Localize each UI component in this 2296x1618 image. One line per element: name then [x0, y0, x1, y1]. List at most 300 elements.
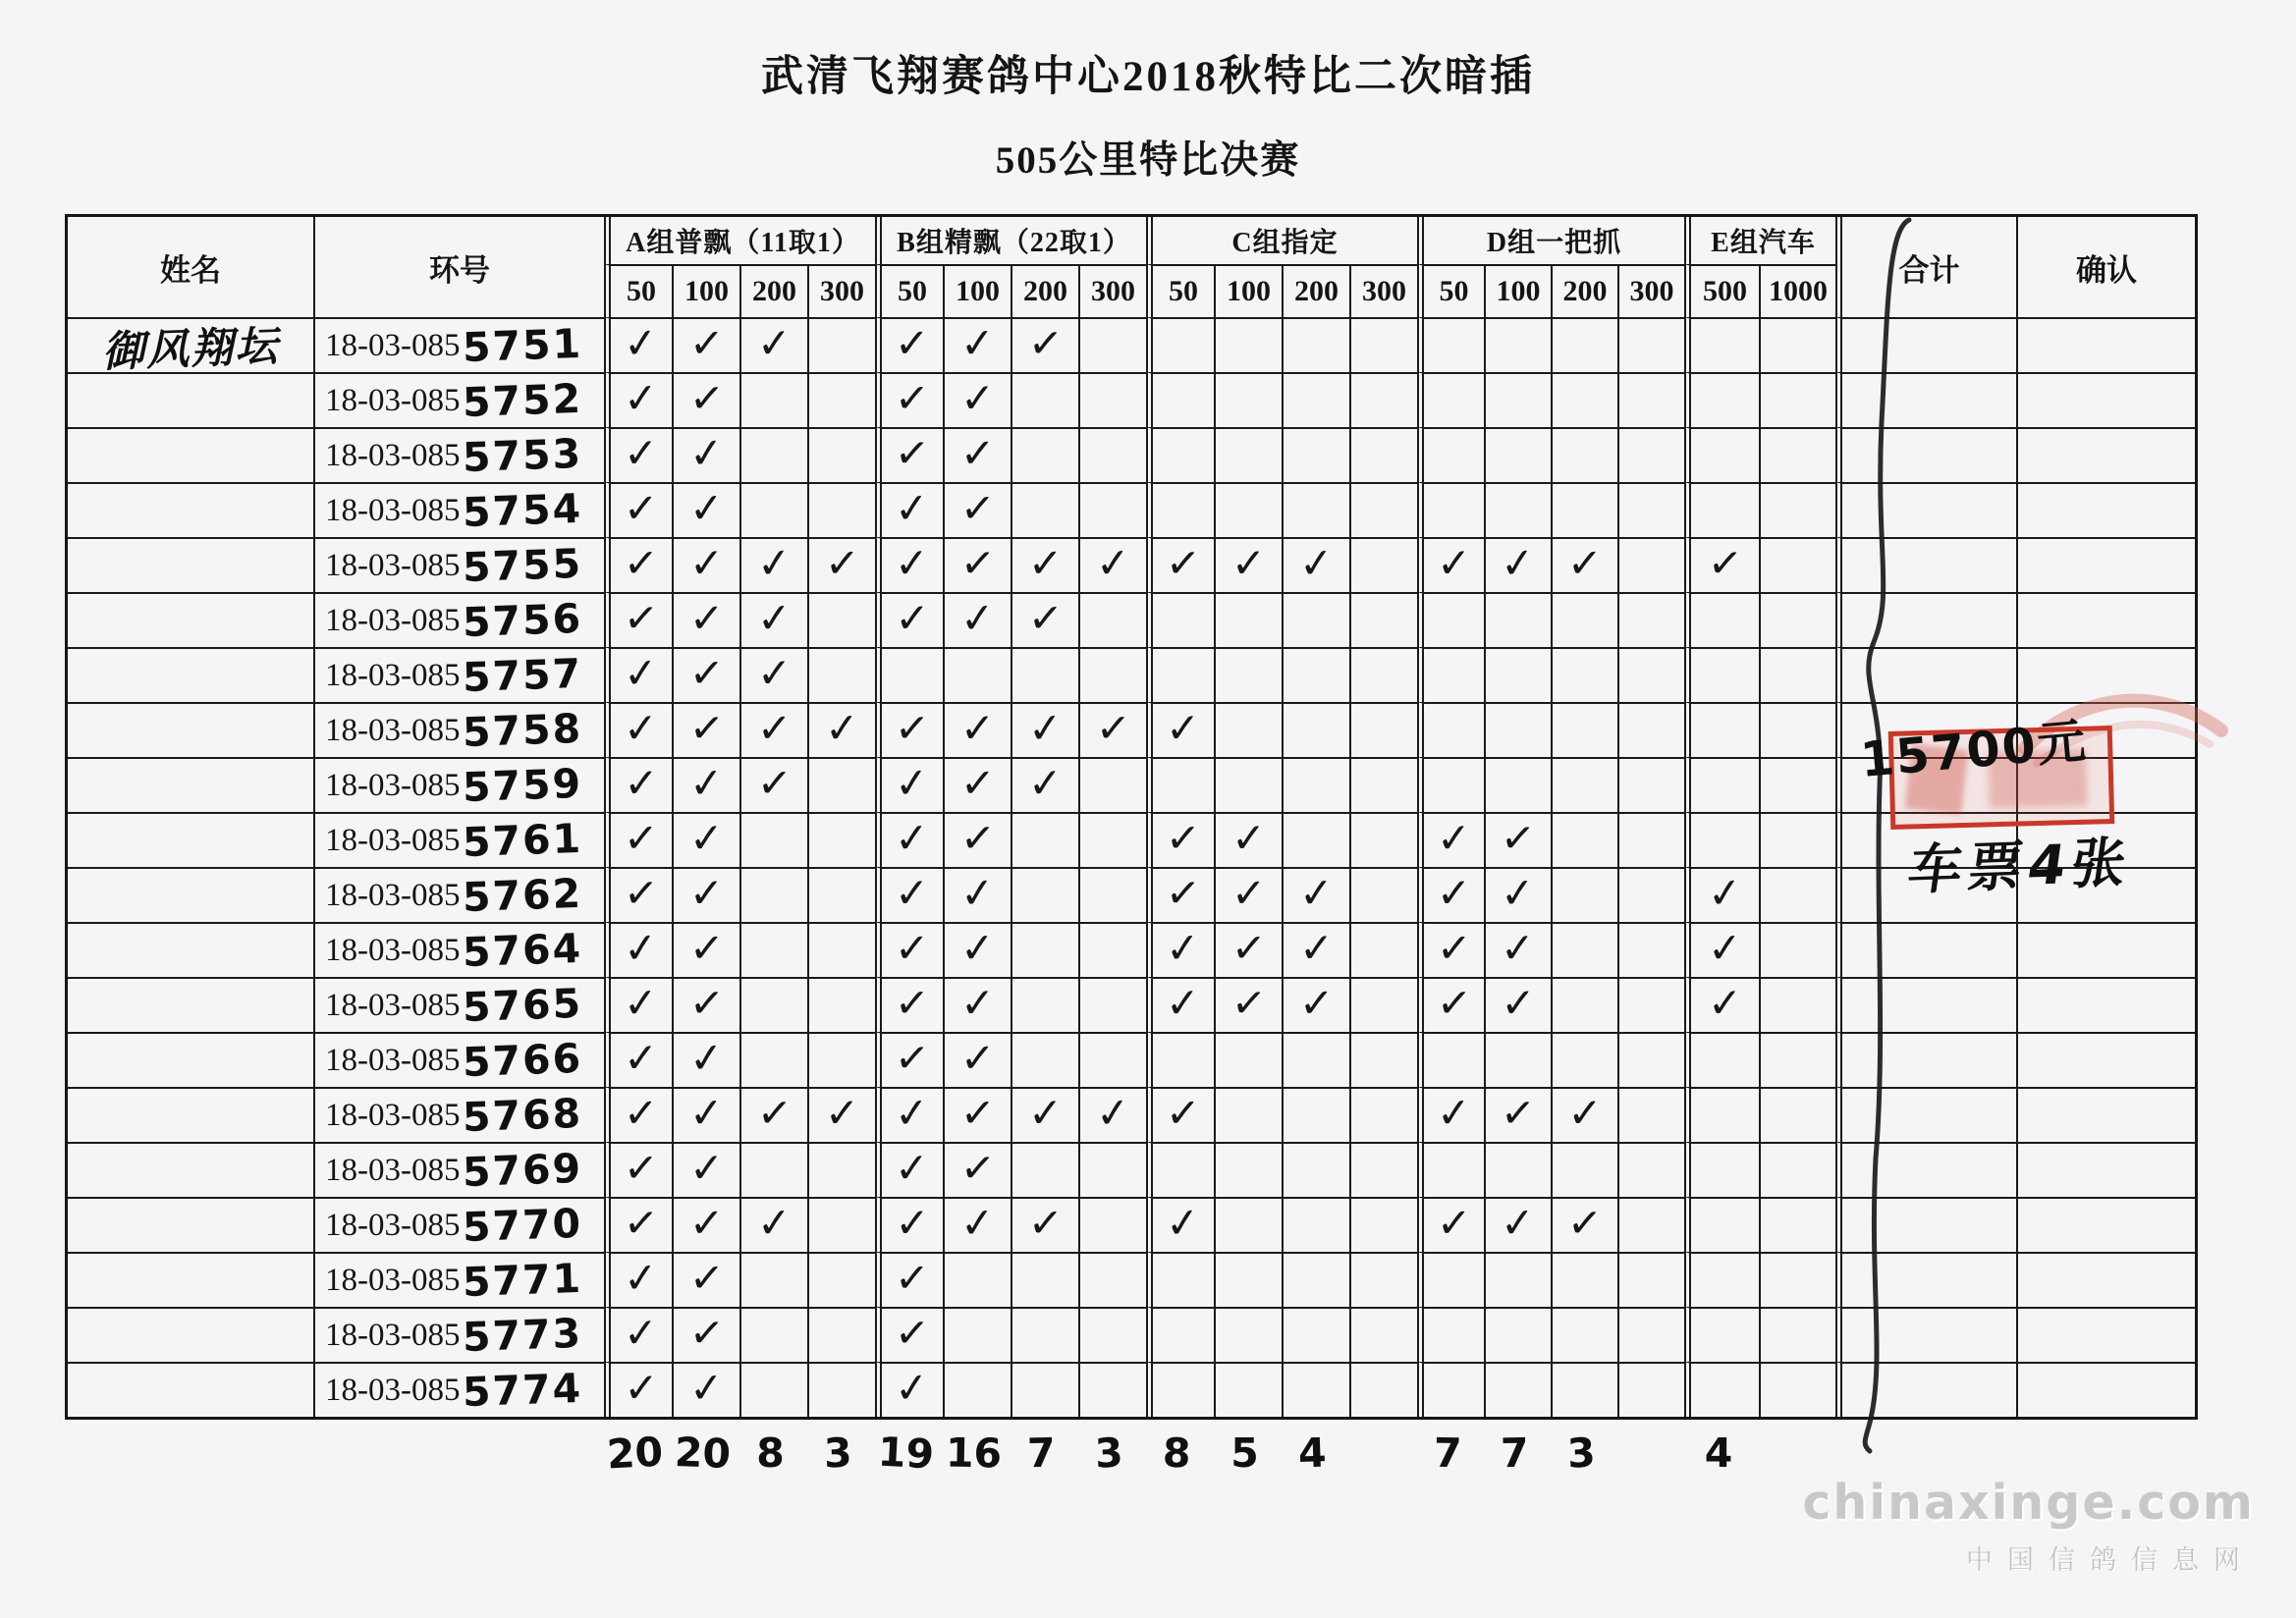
check-cell: [604, 592, 672, 647]
check-cell: [1146, 757, 1214, 812]
check-cell: [1617, 592, 1684, 647]
check-cell: [943, 317, 1011, 372]
column-total-value: 3: [823, 1429, 853, 1478]
check-cell: [875, 812, 943, 867]
column-total-value: 7: [1026, 1429, 1057, 1478]
check-cell: [739, 922, 807, 977]
check-cell: [1282, 812, 1349, 867]
check-cell: [1759, 592, 1835, 647]
check-cell: [943, 1252, 1011, 1307]
checkmark-icon: ✓: [1164, 537, 1203, 589]
checkmark-icon: ✓: [959, 428, 996, 478]
check-cell: [672, 812, 739, 867]
column-total-value: 19: [876, 1428, 936, 1479]
check-cell: [1214, 922, 1282, 977]
check-cell: [1484, 977, 1551, 1032]
check-cell: [875, 427, 943, 482]
checkmark-icon: ✓: [1093, 1087, 1132, 1139]
check-cell: [739, 372, 807, 427]
confirm-cell: [2016, 427, 2195, 482]
check-cell: [1759, 812, 1835, 867]
check-cell: [739, 1252, 807, 1307]
check-cell: [807, 537, 875, 592]
checkmark-icon: ✓: [1707, 978, 1743, 1028]
check-cell: [1011, 702, 1078, 757]
ring-prefix: 18-03-085: [325, 822, 461, 858]
check-cell: [943, 647, 1011, 702]
check-cell: [604, 977, 672, 1032]
check-cell: [875, 757, 943, 812]
total-cell: [1835, 537, 2016, 592]
price-header: 100: [1484, 264, 1551, 317]
checkmark-icon: ✓: [1298, 923, 1335, 973]
group-header: A组普飘（11取1）: [604, 217, 875, 264]
check-cell: [739, 1087, 807, 1142]
confirm-cell: [2016, 1142, 2195, 1197]
price-header: 200: [1551, 264, 1617, 317]
check-cell: [1551, 537, 1617, 592]
check-cell: [1759, 647, 1835, 702]
check-cell: [1617, 372, 1684, 427]
name-cell: [68, 812, 313, 867]
column-total: [1279, 1429, 1346, 1512]
check-cell: [1684, 427, 1759, 482]
price-header: 300: [807, 264, 875, 317]
checkmark-icon: ✓: [1436, 538, 1472, 588]
check-cell: [739, 867, 807, 922]
checkmark-icon: ✓: [622, 1197, 661, 1249]
check-cell: [875, 702, 943, 757]
checkmark-icon: ✓: [624, 483, 660, 533]
check-cell: [1551, 1307, 1617, 1362]
check-cell: [739, 757, 807, 812]
check-cell: [1484, 537, 1551, 592]
ring-suffix-handwritten: 5764: [462, 924, 584, 977]
checkmark-icon: ✓: [1435, 977, 1473, 1029]
check-cell: [604, 537, 672, 592]
checkmark-icon: ✓: [756, 648, 793, 698]
checkmark-icon: ✓: [755, 593, 793, 643]
checkmark-icon: ✓: [1705, 867, 1744, 919]
check-cell: [1349, 647, 1417, 702]
check-cell: [1011, 867, 1078, 922]
check-cell: [1684, 592, 1759, 647]
check-cell: [1146, 702, 1214, 757]
check-cell: [875, 1197, 943, 1252]
check-cell: [1011, 1087, 1078, 1142]
ring-suffix-handwritten: 5761: [462, 814, 584, 867]
check-cell: [1282, 1087, 1349, 1142]
check-cell: [875, 482, 943, 537]
column-total: [1681, 1429, 1756, 1512]
check-cell: [672, 1197, 739, 1252]
check-cell: [1617, 812, 1684, 867]
check-cell: [1417, 647, 1484, 702]
ring-prefix: 18-03-085: [325, 932, 461, 968]
check-cell: [604, 757, 672, 812]
ring-suffix-handwritten: 5773: [462, 1309, 584, 1362]
check-cell: [1759, 482, 1835, 537]
check-cell: [1011, 1252, 1078, 1307]
check-cell: [943, 1197, 1011, 1252]
confirm-cell: [2016, 1362, 2195, 1417]
check-cell: [1759, 922, 1835, 977]
check-cell: [1078, 757, 1146, 812]
check-cell: [1551, 647, 1617, 702]
checkmark-icon: ✓: [622, 922, 661, 974]
handwritten-amount-note: 15700元: [1858, 713, 2090, 788]
check-cell: [604, 1252, 672, 1307]
checkmark-icon: ✓: [623, 813, 660, 863]
check-cell: [1011, 977, 1078, 1032]
checkmark-icon: ✓: [893, 482, 932, 534]
check-cell: [807, 1142, 875, 1197]
header-name: 姓名: [160, 252, 221, 288]
check-cell: [1617, 1142, 1684, 1197]
check-cell: [739, 702, 807, 757]
check-cell: [1484, 317, 1551, 372]
checkmark-icon: ✓: [624, 759, 659, 807]
check-cell: [943, 702, 1011, 757]
check-cell: [1078, 537, 1146, 592]
check-cell: [604, 812, 672, 867]
check-cell: [739, 977, 807, 1032]
ring-cell: [313, 372, 604, 427]
check-cell: [1684, 757, 1759, 812]
check-cell: [1684, 372, 1759, 427]
check-cell: [1484, 1252, 1551, 1307]
total-cell: [1835, 977, 2016, 1032]
check-cell: [1011, 1307, 1078, 1362]
checkmark-icon: ✓: [687, 757, 726, 809]
checkmark-icon: ✓: [1706, 923, 1744, 973]
check-cell: [1282, 647, 1349, 702]
check-cell: [672, 372, 739, 427]
check-cell: [1684, 1362, 1759, 1417]
check-cell: [1551, 977, 1617, 1032]
checkmark-icon: ✓: [688, 869, 725, 917]
ring-cell: [313, 757, 604, 812]
column-total: [1614, 1429, 1681, 1512]
price-header: 300: [1349, 264, 1417, 317]
column-total-value: 8: [1162, 1429, 1192, 1478]
check-cell: [807, 757, 875, 812]
ring-cell: [313, 427, 604, 482]
total-cell: [1835, 1362, 2016, 1417]
check-cell: [1214, 317, 1282, 372]
checkmark-icon: ✓: [687, 372, 726, 424]
ring-cell: [313, 1142, 604, 1197]
check-cell: [1484, 1197, 1551, 1252]
check-cell: [1417, 1142, 1484, 1197]
check-cell: [875, 1142, 943, 1197]
name-cell: [68, 867, 313, 922]
check-cell: [1551, 1252, 1617, 1307]
check-cell: [739, 1197, 807, 1252]
check-cell: [1417, 977, 1484, 1032]
checkmark-icon: ✓: [622, 867, 661, 919]
checkmark-icon: ✓: [1435, 813, 1472, 863]
check-cell: [1349, 372, 1417, 427]
checkmark-icon: ✓: [687, 813, 725, 863]
column-total: [669, 1429, 737, 1512]
check-cell: [1078, 427, 1146, 482]
check-cell: [1617, 1032, 1684, 1087]
check-cell: [672, 317, 739, 372]
check-cell: [943, 922, 1011, 977]
total-cell: [1835, 592, 2016, 647]
check-cell: [1684, 647, 1759, 702]
check-cell: [672, 922, 739, 977]
ring-suffix-handwritten: 5757: [462, 649, 584, 702]
column-total: [804, 1429, 872, 1512]
check-cell: [1011, 647, 1078, 702]
checkmark-icon: ✓: [754, 537, 793, 589]
check-cell: [1759, 537, 1835, 592]
check-cell: [1146, 372, 1214, 427]
check-cell: [1282, 1362, 1349, 1417]
ring-prefix: 18-03-085: [325, 1152, 461, 1188]
check-cell: [1011, 592, 1078, 647]
checkmark-icon: ✓: [895, 1199, 930, 1247]
checkmark-icon: ✓: [958, 812, 997, 864]
total-cell: [1835, 482, 2016, 537]
check-cell: [1146, 482, 1214, 537]
check-cell: [1078, 702, 1146, 757]
total-cell: [1835, 427, 2016, 482]
checkmark-icon: ✓: [623, 373, 660, 423]
checkmark-icon: ✓: [1165, 978, 1202, 1028]
check-cell: [807, 702, 875, 757]
ring-prefix: 18-03-085: [325, 547, 461, 583]
check-cell: [943, 977, 1011, 1032]
check-cell: [672, 867, 739, 922]
check-cell: [739, 317, 807, 372]
page-subtitle: 505公里特比决赛: [995, 139, 1301, 182]
check-cell: [672, 702, 739, 757]
check-cell: [1078, 977, 1146, 1032]
total-cell: [1835, 1197, 2016, 1252]
checkmark-icon: ✓: [823, 703, 861, 753]
check-cell: [1011, 372, 1078, 427]
check-cell: [1684, 482, 1759, 537]
total-cell: [1835, 1252, 2016, 1307]
check-cell: [1282, 757, 1349, 812]
check-cell: [604, 1032, 672, 1087]
ring-suffix-handwritten: 5752: [462, 374, 584, 427]
check-cell: [1214, 1307, 1282, 1362]
check-cell: [604, 1307, 672, 1362]
check-cell: [1551, 1087, 1617, 1142]
check-cell: [1282, 482, 1349, 537]
check-cell: [1078, 1032, 1146, 1087]
check-cell: [807, 922, 875, 977]
ring-prefix: 18-03-085: [325, 1317, 461, 1353]
checkmark-icon: ✓: [624, 1088, 660, 1138]
check-cell: [1684, 1087, 1759, 1142]
checkmark-icon: ✓: [1027, 1088, 1064, 1138]
check-cell: [1349, 482, 1417, 537]
checkmark-icon: ✓: [687, 977, 726, 1029]
checkmark-icon: ✓: [687, 1088, 726, 1138]
checkmark-icon: ✓: [1501, 979, 1536, 1027]
check-cell: [943, 1362, 1011, 1417]
check-cell: [875, 1362, 943, 1417]
check-cell: [672, 757, 739, 812]
check-cell: [1349, 702, 1417, 757]
check-cell: [1551, 757, 1617, 812]
price-header: 300: [1617, 264, 1684, 317]
check-cell: [604, 922, 672, 977]
check-cell: [1759, 867, 1835, 922]
ring-suffix-handwritten: 5753: [462, 429, 584, 482]
checkmark-icon: ✓: [686, 427, 726, 479]
total-cell: [1835, 372, 2016, 427]
check-cell: [1684, 1032, 1759, 1087]
check-cell: [1214, 1142, 1282, 1197]
check-cell: [1146, 1307, 1214, 1362]
name-cell: [68, 1142, 313, 1197]
check-cell: [1759, 977, 1835, 1032]
check-cell: [1078, 1362, 1146, 1417]
check-cell: [1214, 537, 1282, 592]
check-cell: [1282, 1032, 1349, 1087]
check-cell: [739, 537, 807, 592]
column-total-value: 3: [1565, 1429, 1597, 1478]
check-cell: [1146, 537, 1214, 592]
checkmark-icon: ✓: [893, 702, 932, 754]
check-cell: [1759, 427, 1835, 482]
ring-prefix: 18-03-085: [325, 1262, 461, 1298]
checkmark-icon: ✓: [1706, 537, 1745, 589]
checkmark-icon: ✓: [1297, 868, 1336, 918]
column-total: [940, 1429, 1008, 1512]
check-cell: [943, 592, 1011, 647]
ring-cell: [313, 1197, 604, 1252]
check-cell: [672, 1252, 739, 1307]
checkmark-icon: ✓: [623, 978, 660, 1028]
check-cell: [807, 482, 875, 537]
column-total: [1008, 1429, 1075, 1512]
ring-suffix-handwritten: 5755: [462, 539, 584, 592]
check-cell: [1011, 1197, 1078, 1252]
check-cell: [1551, 1032, 1617, 1087]
check-cell: [1551, 317, 1617, 372]
checkmark-icon: ✓: [1499, 1087, 1538, 1139]
check-cell: [1759, 317, 1835, 372]
check-cell: [875, 867, 943, 922]
check-cell: [1349, 1142, 1417, 1197]
ring-suffix-handwritten: 5754: [462, 484, 584, 537]
check-cell: [1146, 317, 1214, 372]
check-cell: [1551, 1362, 1617, 1417]
checkmark-icon: ✓: [688, 593, 725, 643]
check-cell: [1551, 482, 1617, 537]
column-total: [1143, 1429, 1211, 1512]
checkmark-icon: ✓: [958, 318, 997, 368]
name-cell: [68, 317, 313, 377]
checkmark-icon: ✓: [622, 647, 661, 699]
check-cell: [672, 1032, 739, 1087]
ring-prefix: 18-03-085: [325, 712, 461, 748]
check-cell: [1146, 1362, 1214, 1417]
check-cell: [1011, 537, 1078, 592]
price-header: 200: [1282, 264, 1349, 317]
ring-prefix: 18-03-085: [325, 1097, 461, 1133]
checkmark-icon: ✓: [1435, 1088, 1473, 1138]
check-cell: [1214, 372, 1282, 427]
check-cell: [1551, 427, 1617, 482]
check-cell: [1417, 537, 1484, 592]
check-cell: [943, 1087, 1011, 1142]
price-header: 100: [672, 264, 739, 317]
checkmark-icon: ✓: [1500, 1198, 1537, 1248]
check-cell: [1349, 867, 1417, 922]
ring-cell: [313, 1032, 604, 1087]
ring-cell: [313, 977, 604, 1032]
check-cell: [1617, 977, 1684, 1032]
checkmark-icon: ✓: [1094, 538, 1132, 588]
checkmark-icon: ✓: [958, 1142, 998, 1194]
ring-prefix: 18-03-085: [325, 602, 461, 638]
check-cell: [1617, 427, 1684, 482]
checkmark-icon: ✓: [1436, 923, 1473, 973]
checkmark-icon: ✓: [1026, 317, 1065, 369]
price-header: 100: [1214, 264, 1282, 317]
checkmark-icon: ✓: [959, 1033, 996, 1083]
check-cell: [1214, 647, 1282, 702]
group-header: E组汽车: [1684, 217, 1835, 264]
checkmark-icon: ✓: [1230, 813, 1267, 863]
column-total: [872, 1429, 940, 1512]
ring-suffix-handwritten: 5766: [462, 1034, 584, 1087]
check-cell: [1684, 702, 1759, 757]
check-cell: [1078, 592, 1146, 647]
checkmark-icon: ✓: [688, 1143, 725, 1193]
check-cell: [1759, 1252, 1835, 1307]
total-cell: [1835, 1032, 2016, 1087]
check-cell: [1078, 482, 1146, 537]
ring-prefix: 18-03-085: [325, 987, 461, 1023]
check-cell: [604, 427, 672, 482]
check-cell: [1617, 482, 1684, 537]
check-cell: [1078, 1197, 1146, 1252]
check-cell: [1551, 372, 1617, 427]
check-cell: [1684, 1252, 1759, 1307]
column-total-value: 20: [674, 1429, 732, 1478]
column-total-value: 7: [1433, 1429, 1462, 1478]
checkmark-icon: ✓: [755, 1198, 793, 1248]
check-cell: [1146, 1032, 1214, 1087]
check-cell: [1282, 427, 1349, 482]
header-confirm: 确认: [2016, 217, 2195, 317]
check-cell: [875, 1252, 943, 1307]
checkmark-icon: ✓: [687, 1253, 726, 1303]
check-cell: [1349, 317, 1417, 372]
check-cell: [807, 317, 875, 372]
check-cell: [1349, 1252, 1417, 1307]
check-cell: [1417, 922, 1484, 977]
checkmark-icon: ✓: [755, 1087, 793, 1139]
ring-cell: [313, 1252, 604, 1307]
check-cell: [1349, 1087, 1417, 1142]
check-cell: [739, 1142, 807, 1197]
check-cell: [1282, 1252, 1349, 1307]
check-cell: [672, 592, 739, 647]
checkmark-icon: ✓: [893, 757, 932, 809]
check-cell: [1684, 812, 1759, 867]
column-total: [601, 1429, 669, 1512]
